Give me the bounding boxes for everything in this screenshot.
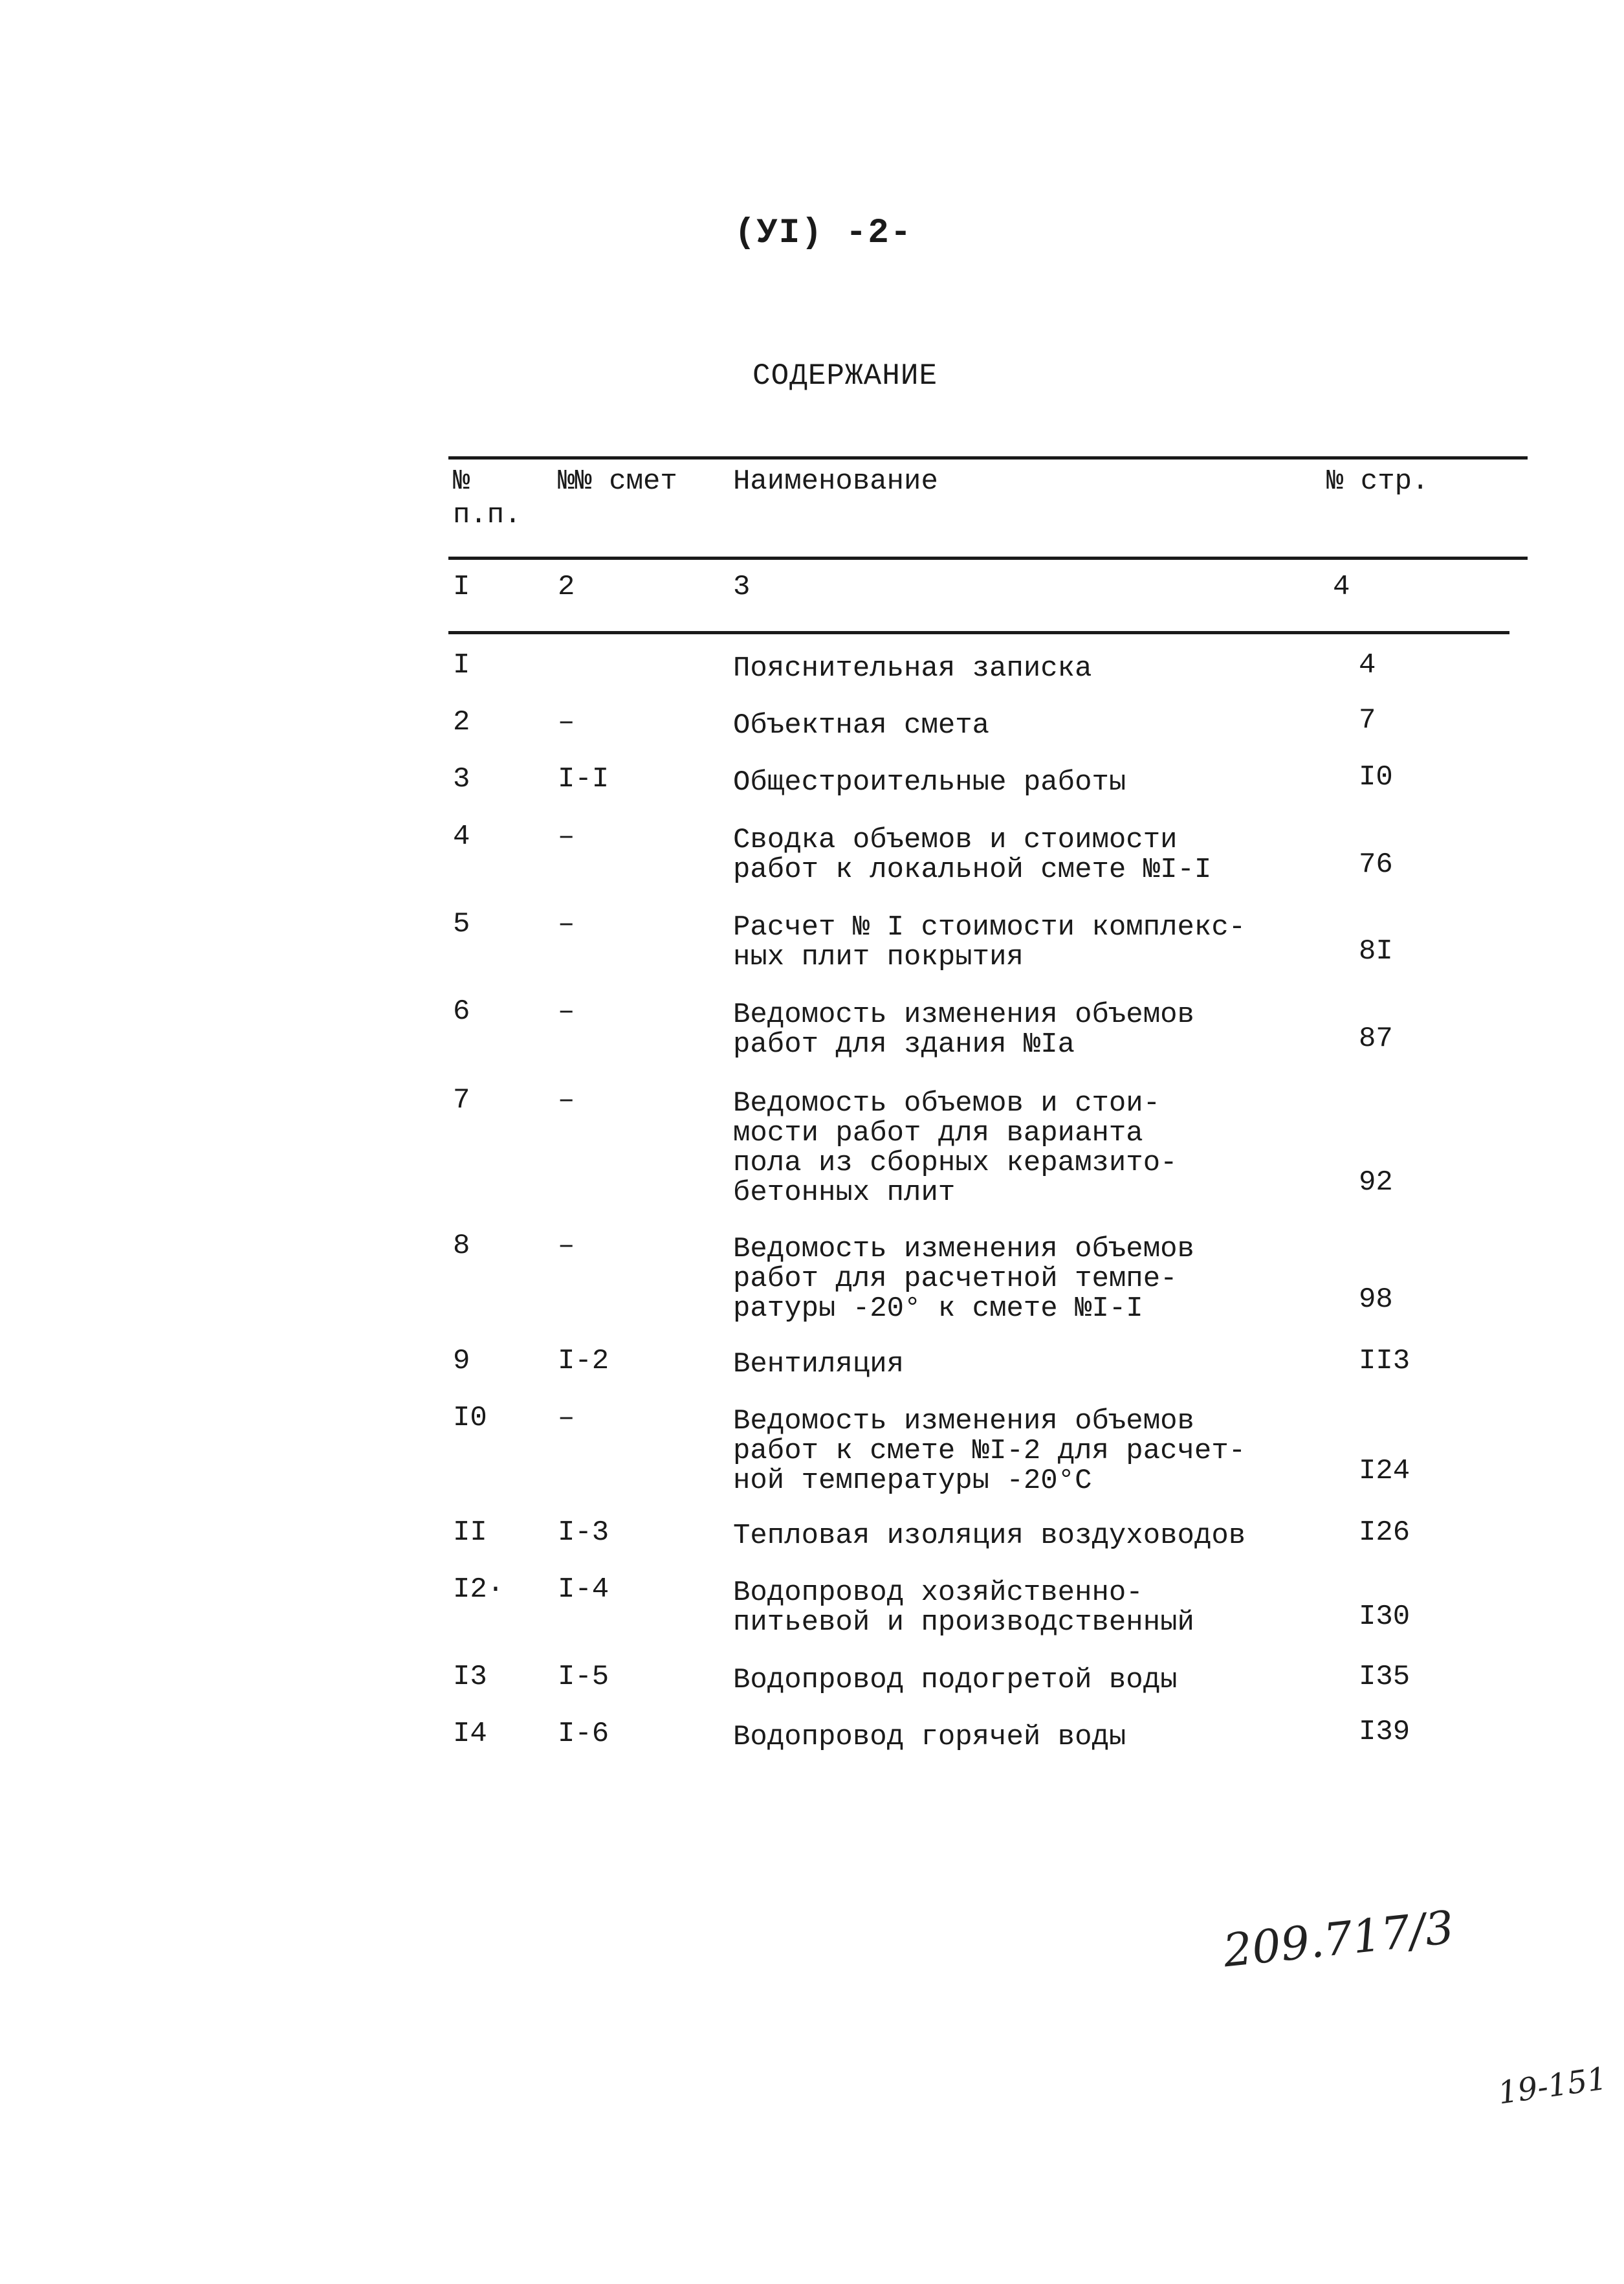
- row-number: 8: [453, 1230, 470, 1262]
- row-page: 8I: [1359, 935, 1393, 968]
- row-page: II3: [1359, 1345, 1410, 1377]
- row-page: I26: [1359, 1516, 1410, 1549]
- column-header-name: Наименование: [733, 465, 938, 498]
- row-number: I2·: [453, 1573, 505, 1606]
- row-number: 9: [453, 1345, 470, 1377]
- row-title: Ведомость объемов и стои- мости работ для варианта пола из сборных керамзито- бетонных плит: [733, 1087, 1178, 1209]
- row-estimate: –: [558, 821, 575, 853]
- row-title: Водопровод горячей воды: [733, 1721, 1126, 1753]
- row-number: I3: [453, 1661, 487, 1693]
- row-title: Расчет № I стоимости комплекс- ных плит покрытия: [733, 911, 1246, 973]
- row-number: 4: [453, 821, 470, 853]
- table-header-rule: [448, 557, 1528, 560]
- row-title: Ведомость изменения объемов работ к смете №I-2 для расчет- ной температуры -20°С: [733, 1405, 1246, 1497]
- row-number: 3: [453, 763, 470, 795]
- row-title: Вентиляция: [733, 1348, 905, 1380]
- row-estimate: –: [558, 995, 575, 1028]
- row-page: I24: [1359, 1455, 1410, 1487]
- row-page: 92: [1359, 1166, 1393, 1199]
- row-page: 76: [1359, 848, 1393, 881]
- column-number-1: I: [453, 571, 470, 603]
- row-page: I35: [1359, 1661, 1410, 1693]
- row-title: Водопровод хозяйственно- питьевой и производственный: [733, 1577, 1194, 1639]
- row-estimate: –: [558, 1230, 575, 1262]
- row-number: II: [453, 1516, 487, 1549]
- row-number: 2: [453, 706, 470, 738]
- column-number-3: 3: [733, 571, 751, 603]
- row-page: 87: [1359, 1023, 1393, 1055]
- row-title: Пояснительная записка: [733, 652, 1092, 685]
- handwritten-small-note: 19-151: [1495, 2060, 1609, 2112]
- row-number: 7: [453, 1084, 470, 1116]
- row-page: 4: [1359, 649, 1376, 682]
- row-page: 7: [1359, 704, 1376, 737]
- row-estimate: I-2: [558, 1345, 609, 1377]
- row-title: Объектная смета: [733, 709, 990, 742]
- column-header-number: № п.п.: [453, 465, 521, 531]
- row-title: Водопровод подогретой воды: [733, 1664, 1178, 1696]
- row-page: I39: [1359, 1716, 1410, 1748]
- row-estimate: –: [558, 706, 575, 738]
- row-estimate: I-6: [558, 1718, 609, 1750]
- row-number: I: [453, 649, 470, 682]
- row-page: I0: [1359, 761, 1393, 793]
- row-title: Ведомость изменения объемов работ для здания №Iа: [733, 999, 1194, 1061]
- row-estimate: I-5: [558, 1661, 609, 1693]
- row-number: I4: [453, 1718, 487, 1750]
- table-body-rule: [448, 631, 1509, 634]
- row-title: Ведомость изменения объемов работ для расчетной темпе- ратуры -20° к смете №I-I: [733, 1233, 1194, 1325]
- row-estimate: –: [558, 908, 575, 940]
- row-estimate: I-I: [558, 763, 609, 795]
- column-header-page: № стр.: [1326, 465, 1429, 498]
- column-header-estimate: №№ смет: [558, 465, 677, 498]
- row-title: Общестроительные работы: [733, 766, 1126, 799]
- row-title: Тепловая изоляция воздуховодов: [733, 1520, 1246, 1552]
- row-estimate: I-3: [558, 1516, 609, 1549]
- row-title: Сводка объемов и стоимости работ к локальной смете №I-I: [733, 824, 1212, 886]
- handwritten-inventory-note: 209.717/3: [1220, 1900, 1456, 1978]
- row-page: I30: [1359, 1601, 1410, 1633]
- row-number: 5: [453, 908, 470, 940]
- row-number: 6: [453, 995, 470, 1028]
- document-title: СОДЕРЖАНИЕ: [752, 359, 938, 393]
- column-number-4: 4: [1333, 571, 1350, 603]
- row-number: I0: [453, 1402, 487, 1434]
- page-header: (УI) -2-: [734, 214, 913, 253]
- column-number-2: 2: [558, 571, 575, 603]
- row-estimate: –: [558, 1084, 575, 1116]
- row-page: 98: [1359, 1283, 1393, 1316]
- row-estimate: I-4: [558, 1573, 609, 1606]
- table-top-rule: [448, 456, 1528, 460]
- row-estimate: –: [558, 1402, 575, 1434]
